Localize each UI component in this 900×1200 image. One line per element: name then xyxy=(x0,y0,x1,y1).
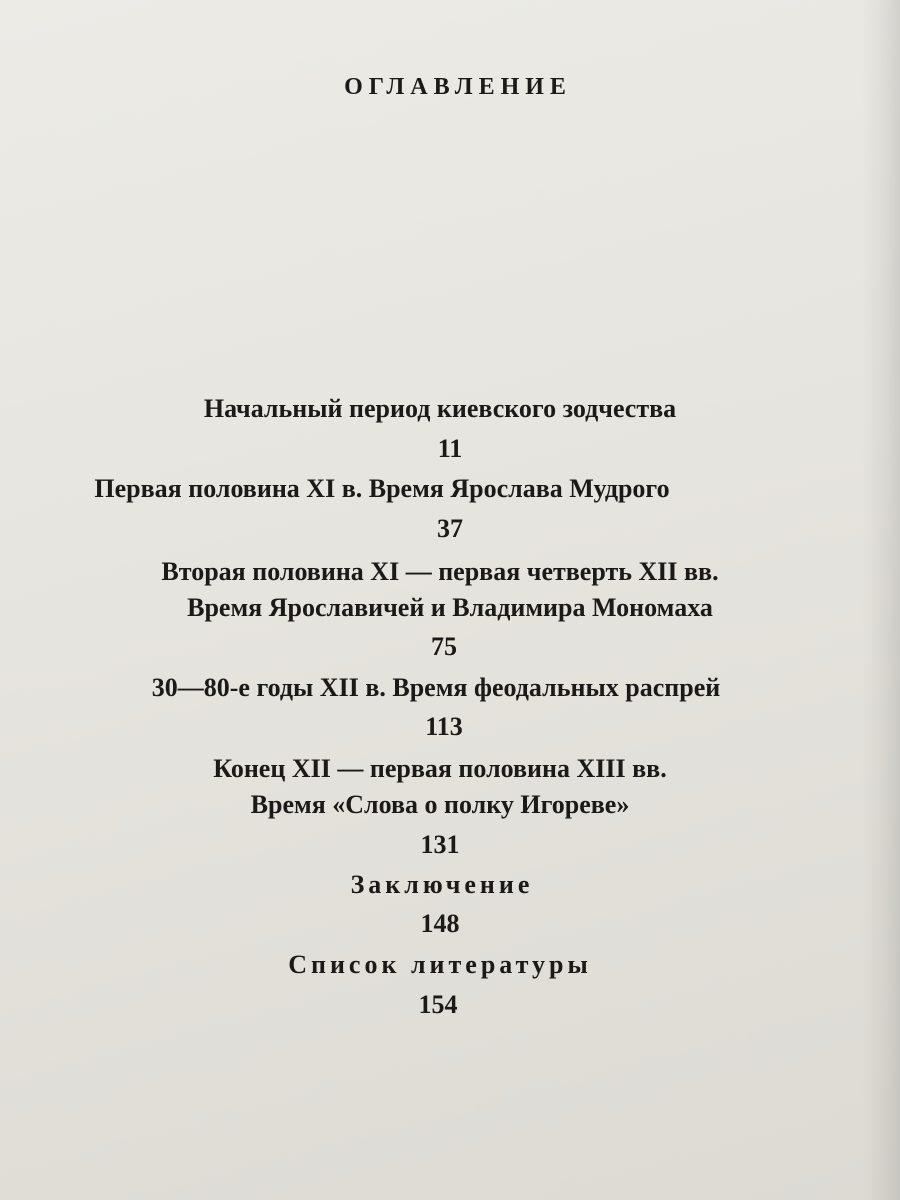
toc-entry-6-title: Заключение xyxy=(350,870,534,899)
toc-entry-3-title-line-2: Время Ярославичей и Владимира Мономаха xyxy=(187,593,713,622)
toc-entry-3-page: 75 xyxy=(431,632,457,661)
toc-entry-4-title: 30—80-е годы XII в. Время феодальных распрей xyxy=(151,673,721,702)
page-title: ОГЛАВЛЕНИЕ xyxy=(344,74,572,100)
toc-entry-1-title: Начальный период киевского зодчества xyxy=(203,394,677,423)
toc-entry-6-page: 148 xyxy=(420,909,460,938)
toc-entry-5-page: 131 xyxy=(420,830,460,859)
toc-entry-7-page: 154 xyxy=(418,990,458,1019)
toc-entry-3-title-line-1: Вторая половина XI — первая четверть XII вв. xyxy=(161,557,719,586)
toc-entry-5-title-line-2: Время «Слова о полку Игореве» xyxy=(250,790,630,819)
toc-entry-4-page: 113 xyxy=(425,712,463,741)
toc-entry-2-title: Первая половина XI в. Время Ярослава Мудрого xyxy=(94,474,670,503)
toc-entry-2-page: 37 xyxy=(437,514,463,543)
toc-entry-7-title: Список литературы xyxy=(288,950,592,979)
toc-entry-1-page: 11 xyxy=(437,434,463,463)
toc-entry-5-title-line-1: Конец XII — первая половина XIII вв. xyxy=(213,754,667,783)
